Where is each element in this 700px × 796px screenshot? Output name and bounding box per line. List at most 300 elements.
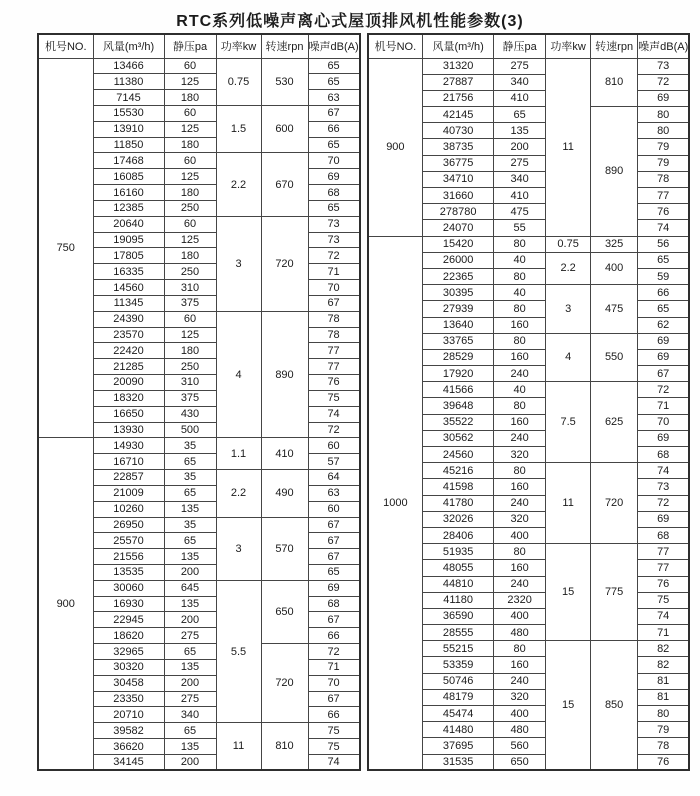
power-cell: 11 xyxy=(546,463,591,544)
table-body-right xyxy=(368,58,690,770)
noise-cell: 79 xyxy=(638,155,690,171)
speed-cell: 850 xyxy=(591,641,638,771)
speed-cell: 475 xyxy=(591,285,638,334)
flow-cell: 20090 xyxy=(93,375,164,391)
flow-cell: 18620 xyxy=(93,628,164,644)
flow-cell: 41180 xyxy=(423,592,494,608)
noise-cell: 65 xyxy=(638,301,690,317)
flow-cell: 31660 xyxy=(423,188,494,204)
flow-cell: 16930 xyxy=(93,596,164,612)
flow-cell: 53359 xyxy=(423,657,494,673)
flow-cell: 21009 xyxy=(93,485,164,501)
flow-cell: 21556 xyxy=(93,549,164,565)
noise-cell: 69 xyxy=(308,580,360,596)
flow-cell: 13910 xyxy=(93,121,164,137)
pressure-cell: 240 xyxy=(494,673,546,689)
pressure-cell: 200 xyxy=(164,675,216,691)
noise-cell: 80 xyxy=(638,107,690,123)
pressure-cell: 35 xyxy=(164,438,216,454)
header-row xyxy=(38,34,360,58)
noise-cell: 67 xyxy=(308,295,360,311)
pressure-cell: 125 xyxy=(164,169,216,185)
pressure-cell: 135 xyxy=(164,659,216,675)
table-row xyxy=(38,58,360,74)
header-power: 功率kw xyxy=(546,34,591,58)
pressure-cell: 250 xyxy=(164,200,216,216)
pressure-cell: 65 xyxy=(164,644,216,660)
flow-cell: 17920 xyxy=(423,366,494,382)
flow-cell: 32965 xyxy=(93,644,164,660)
flow-cell: 41566 xyxy=(423,382,494,398)
flow-cell: 55215 xyxy=(423,641,494,657)
header-model: 机号NO. xyxy=(38,34,93,58)
pressure-cell: 160 xyxy=(494,657,546,673)
flow-cell: 278780 xyxy=(423,204,494,220)
pressure-cell: 250 xyxy=(164,264,216,280)
pressure-cell: 125 xyxy=(164,232,216,248)
pressure-cell: 80 xyxy=(494,641,546,657)
power-cell: 4 xyxy=(546,333,591,382)
noise-cell: 67 xyxy=(308,105,360,121)
pressure-cell: 135 xyxy=(494,123,546,139)
power-cell: 1.5 xyxy=(216,105,261,152)
noise-cell: 73 xyxy=(638,58,690,74)
flow-cell: 24560 xyxy=(423,447,494,463)
flow-cell: 36590 xyxy=(423,608,494,624)
noise-cell: 72 xyxy=(308,248,360,264)
flow-cell: 28406 xyxy=(423,527,494,543)
pressure-cell: 180 xyxy=(164,90,216,106)
noise-cell: 74 xyxy=(308,754,360,770)
pressure-cell: 310 xyxy=(164,375,216,391)
flow-cell: 45474 xyxy=(423,706,494,722)
pressure-cell: 200 xyxy=(164,754,216,770)
pressure-cell: 160 xyxy=(494,349,546,365)
noise-cell: 76 xyxy=(308,375,360,391)
pressure-cell: 135 xyxy=(164,501,216,517)
noise-cell: 74 xyxy=(308,406,360,422)
pressure-cell: 135 xyxy=(164,549,216,565)
noise-cell: 67 xyxy=(308,533,360,549)
noise-cell: 69 xyxy=(638,511,690,527)
noise-cell: 77 xyxy=(638,560,690,576)
noise-cell: 71 xyxy=(308,264,360,280)
header-noise: 噪声dB(A) xyxy=(638,34,690,58)
tables-container xyxy=(37,33,690,771)
pressure-cell: 160 xyxy=(494,317,546,333)
speed-cell: 720 xyxy=(261,644,308,723)
speed-cell: 410 xyxy=(261,438,308,470)
flow-cell: 30395 xyxy=(423,285,494,301)
pressure-cell: 340 xyxy=(164,707,216,723)
pressure-cell: 560 xyxy=(494,738,546,754)
flow-cell: 20710 xyxy=(93,707,164,723)
speed-cell: 890 xyxy=(591,107,638,237)
flow-cell: 44810 xyxy=(423,576,494,592)
pressure-cell: 180 xyxy=(164,137,216,153)
flow-cell: 12385 xyxy=(93,200,164,216)
header-row xyxy=(368,34,690,58)
flow-cell: 11345 xyxy=(93,295,164,311)
noise-cell: 80 xyxy=(638,706,690,722)
noise-cell: 65 xyxy=(308,58,360,74)
pressure-cell: 2320 xyxy=(494,592,546,608)
noise-cell: 82 xyxy=(638,657,690,673)
flow-cell: 13930 xyxy=(93,422,164,438)
noise-cell: 63 xyxy=(308,90,360,106)
pressure-cell: 410 xyxy=(494,188,546,204)
pressure-cell: 340 xyxy=(494,171,546,187)
power-cell: 11 xyxy=(216,723,261,770)
flow-cell: 41480 xyxy=(423,722,494,738)
flow-cell: 24390 xyxy=(93,311,164,327)
speed-cell: 550 xyxy=(591,333,638,382)
flow-cell: 16710 xyxy=(93,454,164,470)
model-cell: 900 xyxy=(38,438,93,770)
pressure-cell: 320 xyxy=(494,689,546,705)
pressure-cell: 125 xyxy=(164,121,216,137)
noise-cell: 65 xyxy=(308,565,360,581)
flow-cell: 20640 xyxy=(93,216,164,232)
pressure-cell: 200 xyxy=(494,139,546,155)
power-cell: 11 xyxy=(546,58,591,236)
flow-cell: 36775 xyxy=(423,155,494,171)
noise-cell: 67 xyxy=(308,549,360,565)
speed-cell: 720 xyxy=(591,463,638,544)
flow-cell: 18320 xyxy=(93,390,164,406)
pressure-cell: 60 xyxy=(164,105,216,121)
pressure-cell: 200 xyxy=(164,612,216,628)
header-model: 机号NO. xyxy=(368,34,423,58)
noise-cell: 72 xyxy=(308,422,360,438)
flow-cell: 36620 xyxy=(93,739,164,755)
speed-cell: 325 xyxy=(591,236,638,252)
pressure-cell: 40 xyxy=(494,285,546,301)
noise-cell: 68 xyxy=(638,447,690,463)
table-row xyxy=(368,58,690,74)
pressure-cell: 65 xyxy=(164,533,216,549)
noise-cell: 68 xyxy=(308,596,360,612)
pressure-cell: 35 xyxy=(164,517,216,533)
pressure-cell: 500 xyxy=(164,422,216,438)
pressure-cell: 200 xyxy=(164,565,216,581)
flow-cell: 39648 xyxy=(423,398,494,414)
noise-cell: 72 xyxy=(308,644,360,660)
flow-cell: 21285 xyxy=(93,359,164,375)
noise-cell: 77 xyxy=(308,343,360,359)
speed-cell: 530 xyxy=(261,58,308,105)
flow-cell: 45216 xyxy=(423,463,494,479)
noise-cell: 64 xyxy=(308,470,360,486)
flow-cell: 25570 xyxy=(93,533,164,549)
noise-cell: 67 xyxy=(638,366,690,382)
power-cell: 5.5 xyxy=(216,580,261,722)
flow-cell: 37695 xyxy=(423,738,494,754)
noise-cell: 77 xyxy=(308,359,360,375)
flow-cell: 26000 xyxy=(423,252,494,268)
noise-cell: 56 xyxy=(638,236,690,252)
pressure-cell: 340 xyxy=(494,74,546,90)
flow-cell: 15530 xyxy=(93,105,164,121)
pressure-cell: 320 xyxy=(494,511,546,527)
noise-cell: 78 xyxy=(638,171,690,187)
flow-cell: 30458 xyxy=(93,675,164,691)
noise-cell: 68 xyxy=(638,527,690,543)
power-cell: 0.75 xyxy=(546,236,591,252)
pressure-cell: 480 xyxy=(494,625,546,641)
noise-cell: 67 xyxy=(308,517,360,533)
noise-cell: 66 xyxy=(638,285,690,301)
pressure-cell: 160 xyxy=(494,560,546,576)
noise-cell: 75 xyxy=(308,739,360,755)
noise-cell: 69 xyxy=(308,169,360,185)
speed-cell: 490 xyxy=(261,470,308,517)
noise-cell: 73 xyxy=(308,216,360,232)
flow-cell: 22857 xyxy=(93,470,164,486)
noise-cell: 76 xyxy=(638,576,690,592)
noise-cell: 62 xyxy=(638,317,690,333)
pressure-cell: 55 xyxy=(494,220,546,236)
power-cell: 7.5 xyxy=(546,382,591,463)
flow-cell: 16160 xyxy=(93,185,164,201)
flow-cell: 19095 xyxy=(93,232,164,248)
pressure-cell: 650 xyxy=(494,754,546,770)
noise-cell: 70 xyxy=(308,153,360,169)
flow-cell: 51935 xyxy=(423,544,494,560)
pressure-cell: 275 xyxy=(494,58,546,74)
flow-cell: 34710 xyxy=(423,171,494,187)
table-row xyxy=(38,438,360,454)
pressure-cell: 80 xyxy=(494,463,546,479)
flow-cell: 16335 xyxy=(93,264,164,280)
power-cell: 0.75 xyxy=(216,58,261,105)
pressure-cell: 125 xyxy=(164,74,216,90)
power-cell: 15 xyxy=(546,544,591,641)
pressure-cell: 40 xyxy=(494,382,546,398)
noise-cell: 67 xyxy=(308,691,360,707)
flow-cell: 38735 xyxy=(423,139,494,155)
model-cell: 750 xyxy=(38,58,93,438)
flow-cell: 22365 xyxy=(423,268,494,284)
noise-cell: 65 xyxy=(638,252,690,268)
table-row xyxy=(368,236,690,252)
pressure-cell: 480 xyxy=(494,722,546,738)
flow-cell: 27887 xyxy=(423,74,494,90)
noise-cell: 71 xyxy=(638,625,690,641)
pressure-cell: 645 xyxy=(164,580,216,596)
noise-cell: 66 xyxy=(308,628,360,644)
pressure-cell: 135 xyxy=(164,739,216,755)
pressure-cell: 410 xyxy=(494,90,546,106)
pressure-cell: 180 xyxy=(164,248,216,264)
noise-cell: 75 xyxy=(638,592,690,608)
pressure-cell: 60 xyxy=(164,216,216,232)
pressure-cell: 80 xyxy=(494,398,546,414)
flow-cell: 31535 xyxy=(423,754,494,770)
flow-cell: 17805 xyxy=(93,248,164,264)
pressure-cell: 475 xyxy=(494,204,546,220)
pressure-cell: 65 xyxy=(164,485,216,501)
flow-cell: 33765 xyxy=(423,333,494,349)
flow-cell: 13640 xyxy=(423,317,494,333)
model-cell: 900 xyxy=(368,58,423,236)
flow-cell: 48055 xyxy=(423,560,494,576)
pressure-cell: 40 xyxy=(494,252,546,268)
noise-cell: 71 xyxy=(638,398,690,414)
flow-cell: 31320 xyxy=(423,58,494,74)
noise-cell: 81 xyxy=(638,673,690,689)
noise-cell: 67 xyxy=(308,612,360,628)
header-speed: 转速rpn xyxy=(591,34,638,58)
noise-cell: 74 xyxy=(638,608,690,624)
pressure-cell: 80 xyxy=(494,268,546,284)
noise-cell: 71 xyxy=(308,659,360,675)
flow-cell: 15420 xyxy=(423,236,494,252)
flow-cell: 22945 xyxy=(93,612,164,628)
header-flow: 风量(m³/h) xyxy=(423,34,494,58)
pressure-cell: 240 xyxy=(494,576,546,592)
pressure-cell: 430 xyxy=(164,406,216,422)
flow-cell: 11850 xyxy=(93,137,164,153)
noise-cell: 72 xyxy=(638,495,690,511)
pressure-cell: 60 xyxy=(164,311,216,327)
flow-cell: 50746 xyxy=(423,673,494,689)
noise-cell: 65 xyxy=(308,137,360,153)
power-cell: 2.2 xyxy=(216,470,261,517)
flow-cell: 26950 xyxy=(93,517,164,533)
noise-cell: 79 xyxy=(638,139,690,155)
speed-cell: 720 xyxy=(261,216,308,311)
speed-cell: 890 xyxy=(261,311,308,438)
pressure-cell: 400 xyxy=(494,527,546,543)
noise-cell: 69 xyxy=(638,90,690,106)
pressure-cell: 240 xyxy=(494,495,546,511)
flow-cell: 35522 xyxy=(423,414,494,430)
noise-cell: 80 xyxy=(638,123,690,139)
noise-cell: 82 xyxy=(638,641,690,657)
flow-cell: 30060 xyxy=(93,580,164,596)
header-pressure: 静压pa xyxy=(164,34,216,58)
flow-cell: 17468 xyxy=(93,153,164,169)
pressure-cell: 180 xyxy=(164,185,216,201)
pressure-cell: 275 xyxy=(164,628,216,644)
pressure-cell: 80 xyxy=(494,333,546,349)
pressure-cell: 400 xyxy=(494,608,546,624)
header-noise: 噪声dB(A) xyxy=(308,34,360,58)
power-cell: 3 xyxy=(216,216,261,311)
noise-cell: 75 xyxy=(308,390,360,406)
noise-cell: 75 xyxy=(308,723,360,739)
pressure-cell: 65 xyxy=(164,454,216,470)
flow-cell: 22420 xyxy=(93,343,164,359)
speed-cell: 650 xyxy=(261,580,308,643)
power-cell: 2.2 xyxy=(546,252,591,284)
pressure-cell: 310 xyxy=(164,280,216,296)
noise-cell: 73 xyxy=(308,232,360,248)
noise-cell: 78 xyxy=(308,327,360,343)
pressure-cell: 275 xyxy=(164,691,216,707)
header-pressure: 静压pa xyxy=(494,34,546,58)
pressure-cell: 275 xyxy=(494,155,546,171)
pressure-cell: 80 xyxy=(494,301,546,317)
pressure-cell: 160 xyxy=(494,479,546,495)
flow-cell: 21756 xyxy=(423,90,494,106)
noise-cell: 70 xyxy=(308,280,360,296)
header-power: 功率kw xyxy=(216,34,261,58)
pressure-cell: 180 xyxy=(164,343,216,359)
noise-cell: 73 xyxy=(638,479,690,495)
flow-cell: 28555 xyxy=(423,625,494,641)
noise-cell: 72 xyxy=(638,74,690,90)
flow-cell: 13535 xyxy=(93,565,164,581)
pressure-cell: 125 xyxy=(164,327,216,343)
flow-cell: 14560 xyxy=(93,280,164,296)
noise-cell: 69 xyxy=(638,349,690,365)
flow-cell: 30562 xyxy=(423,430,494,446)
pressure-cell: 240 xyxy=(494,366,546,382)
noise-cell: 70 xyxy=(308,675,360,691)
noise-cell: 63 xyxy=(308,485,360,501)
speed-cell: 625 xyxy=(591,382,638,463)
speed-cell: 810 xyxy=(591,58,638,107)
flow-cell: 40730 xyxy=(423,123,494,139)
pressure-cell: 160 xyxy=(494,414,546,430)
noise-cell: 76 xyxy=(638,204,690,220)
flow-cell: 32026 xyxy=(423,511,494,527)
flow-cell: 48179 xyxy=(423,689,494,705)
performance-table-right xyxy=(367,33,691,771)
pressure-cell: 250 xyxy=(164,359,216,375)
noise-cell: 68 xyxy=(308,185,360,201)
pressure-cell: 65 xyxy=(494,107,546,123)
speed-cell: 810 xyxy=(261,723,308,770)
model-cell: 1000 xyxy=(368,236,423,770)
flow-cell: 14930 xyxy=(93,438,164,454)
flow-cell: 13466 xyxy=(93,58,164,74)
pressure-cell: 60 xyxy=(164,58,216,74)
pressure-cell: 375 xyxy=(164,390,216,406)
noise-cell: 77 xyxy=(638,544,690,560)
noise-cell: 59 xyxy=(638,268,690,284)
flow-cell: 34145 xyxy=(93,754,164,770)
noise-cell: 57 xyxy=(308,454,360,470)
flow-cell: 7145 xyxy=(93,90,164,106)
noise-cell: 76 xyxy=(638,754,690,770)
pressure-cell: 60 xyxy=(164,153,216,169)
header-speed: 转速rpn xyxy=(261,34,308,58)
flow-cell: 16085 xyxy=(93,169,164,185)
pressure-cell: 240 xyxy=(494,430,546,446)
power-cell: 3 xyxy=(216,517,261,580)
flow-cell: 41780 xyxy=(423,495,494,511)
noise-cell: 70 xyxy=(638,414,690,430)
pressure-cell: 80 xyxy=(494,544,546,560)
power-cell: 2.2 xyxy=(216,153,261,216)
pressure-cell: 80 xyxy=(494,236,546,252)
flow-cell: 27939 xyxy=(423,301,494,317)
flow-cell: 41598 xyxy=(423,479,494,495)
noise-cell: 60 xyxy=(308,438,360,454)
pressure-cell: 320 xyxy=(494,447,546,463)
noise-cell: 72 xyxy=(638,382,690,398)
noise-cell: 77 xyxy=(638,188,690,204)
pressure-cell: 65 xyxy=(164,723,216,739)
noise-cell: 65 xyxy=(308,200,360,216)
speed-cell: 670 xyxy=(261,153,308,216)
noise-cell: 66 xyxy=(308,121,360,137)
noise-cell: 60 xyxy=(308,501,360,517)
flow-cell: 42145 xyxy=(423,107,494,123)
